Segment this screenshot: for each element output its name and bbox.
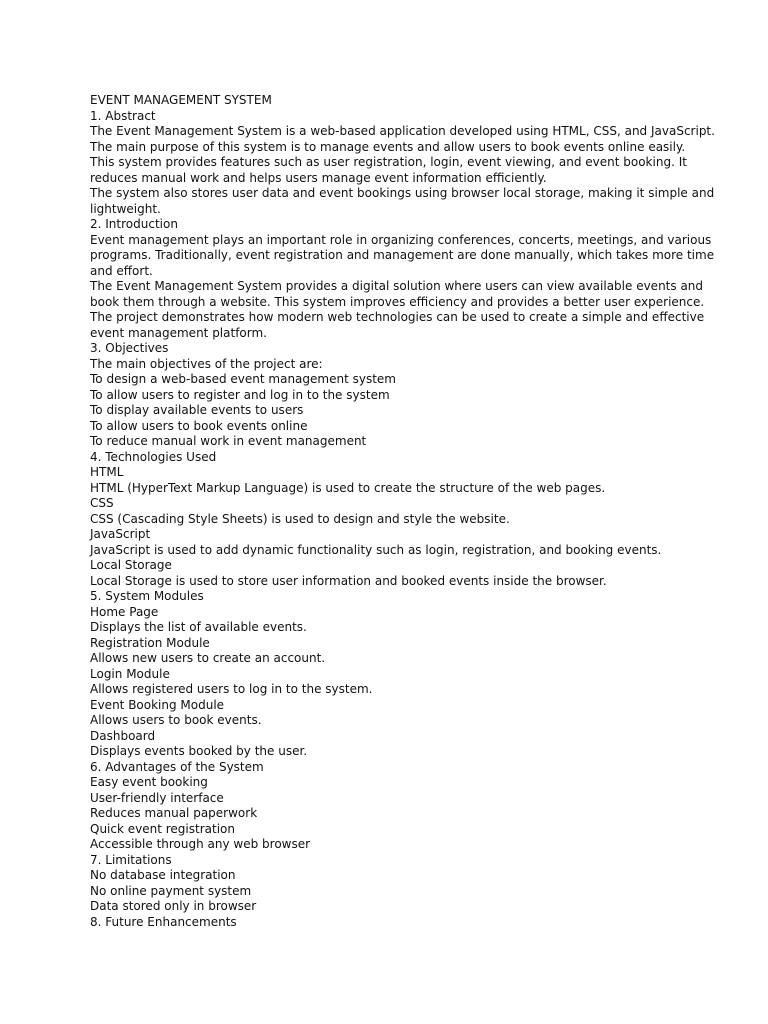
document-line: The Event Management System provides a digital solution where users can view available events and bbox=[90, 279, 704, 293]
document-line: Local Storage is used to store user information and booked events inside the browser. bbox=[90, 573, 607, 588]
document-line: The Event Management System is a web-based application developed using HTML, CSS, and JavaScript. bbox=[90, 124, 715, 138]
document-line: HTML (HyperText Markup Language) is used to create the structure of the web pages. bbox=[90, 480, 606, 495]
document-line: 2. Introduction bbox=[90, 217, 178, 231]
document-line: Local Storage bbox=[90, 558, 172, 572]
document-line: Quick event registration bbox=[90, 821, 235, 836]
document-line: 1. Abstract bbox=[90, 108, 156, 123]
document-line: 5. System Modules bbox=[90, 589, 204, 603]
document-line: Allows new users to create an account. bbox=[90, 651, 326, 665]
document-line: The main purpose of this system is to manage events and allow users to book events online easily. bbox=[90, 139, 686, 154]
document-line: CSS bbox=[90, 496, 114, 510]
document-line: No database integration bbox=[90, 868, 236, 882]
document-line: Login Module bbox=[90, 666, 170, 681]
document-line: This system provides features such as user registration, login, event viewing, and event booking. It bbox=[90, 155, 687, 169]
document-line: The project demonstrates how modern web technologies can be used to create a simple and effective bbox=[90, 310, 705, 324]
document-line: Home Page bbox=[90, 604, 159, 619]
document-line: 3. Objectives bbox=[90, 341, 169, 355]
document-line: Accessible through any web browser bbox=[90, 837, 311, 851]
document-line: CSS (Cascading Style Sheets) is used to design and style the website. bbox=[90, 511, 510, 526]
document-line: reduces manual work and helps users manage event information efficiently. bbox=[90, 170, 547, 185]
document-line: The system also stores user data and event bookings using browser local storage, making it simple and bbox=[90, 186, 715, 200]
document-line: Registration Module bbox=[90, 635, 210, 650]
document-line: User-friendly interface bbox=[90, 790, 224, 805]
document-line: Easy event booking bbox=[90, 775, 208, 789]
document-line: To display available events to users bbox=[90, 403, 304, 417]
document-line: Event Booking Module bbox=[90, 697, 225, 712]
document-line: event management platform. bbox=[90, 325, 267, 340]
document-line: To allow users to book events online bbox=[90, 418, 308, 433]
document-line: Allows users to book events. bbox=[90, 713, 262, 727]
document-line: 6. Advantages of the System bbox=[90, 759, 264, 774]
document-line: Allows registered users to log in to the system. bbox=[90, 682, 373, 696]
document-line: JavaScript is used to add dynamic functionality such as login, registration, and booking events. bbox=[90, 542, 662, 557]
document-line: programs. Traditionally, event registration and management are done manually, which takes more time bbox=[90, 248, 715, 262]
document-body bbox=[90, 93, 715, 930]
document-line: HTML bbox=[90, 465, 124, 479]
document-line: Displays the list of available events. bbox=[90, 620, 307, 634]
document-line: book them through a website. This system improves efficiency and provides a better user experience. bbox=[90, 294, 705, 309]
document-line: and effort. bbox=[90, 263, 153, 278]
document-line: Dashboard bbox=[90, 728, 156, 743]
document-line: The main objectives of the project are: bbox=[90, 356, 323, 371]
document-line: To allow users to register and log in to the system bbox=[90, 387, 390, 402]
document-line: 4. Technologies Used bbox=[90, 449, 217, 464]
document-line: Displays events booked by the user. bbox=[90, 744, 308, 758]
document-line: Reduces manual paperwork bbox=[90, 806, 258, 820]
document-line: To reduce manual work in event management bbox=[90, 434, 367, 448]
document-line: 7. Limitations bbox=[90, 852, 172, 867]
document-line: Data stored only in browser bbox=[90, 899, 257, 913]
document-line: To design a web-based event management system bbox=[90, 372, 396, 386]
document-line: lightweight. bbox=[90, 201, 161, 216]
document-line: No online payment system bbox=[90, 883, 252, 898]
document-line: Event management plays an important role in organizing conferences, concerts, meetings, and various bbox=[90, 232, 712, 247]
document-line: 8. Future Enhancements bbox=[90, 914, 237, 929]
document-line: EVENT MANAGEMENT SYSTEM bbox=[90, 93, 272, 107]
document-line: JavaScript bbox=[90, 527, 151, 541]
